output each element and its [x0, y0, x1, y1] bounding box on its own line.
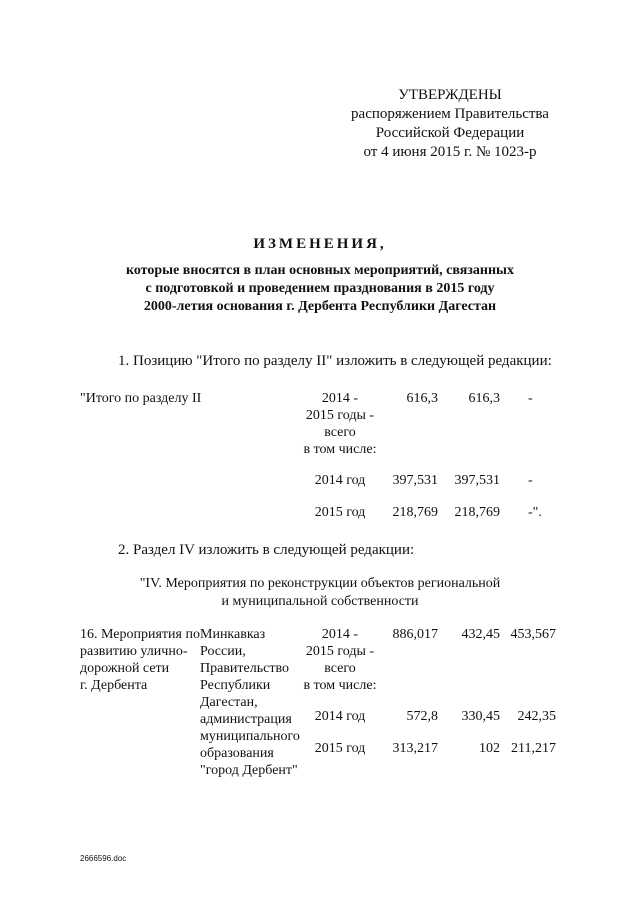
- executor-cell: Минкавказ России, Правительство Республики Дагестан, администрация муниципального образования "город Дербент": [200, 627, 300, 778]
- subtitle-line: которые вносятся в план основных мероприятий, связанных: [125, 263, 514, 278]
- value-cell: 330,45: [461, 709, 500, 724]
- value-cell: -: [528, 391, 533, 406]
- document-subtitle: [80, 262, 560, 316]
- period-cell: 2015 год: [314, 505, 366, 520]
- item-1-text: 1. Позицию "Итого по разделу II" изложить в следующей редакции:: [118, 353, 552, 369]
- approval-block: [330, 86, 570, 162]
- approval-date: от 4 июня 2015 г. № 1023-р: [363, 144, 537, 160]
- value-cell: 218,769: [392, 505, 438, 520]
- value-cell: 218,769: [454, 505, 500, 520]
- file-name-footer: 2666596.doc: [80, 854, 127, 863]
- approval-heading: УТВЕРЖДЕНЫ: [398, 87, 502, 103]
- approval-line: распоряжением Правительства: [351, 106, 549, 122]
- value-cell: 242,35: [517, 709, 556, 724]
- section-title: "IV. Мероприятия по реконструкции объектов региональной и муниципальной собственности: [139, 576, 501, 609]
- item-2-text: 2. Раздел IV изложить в следующей редакции:: [118, 542, 415, 558]
- period-cell: 2014 - 2015 годы - всего в том числе:: [303, 627, 377, 693]
- value-cell: 397,531: [454, 473, 500, 488]
- value-cell: 886,017: [392, 627, 438, 642]
- value-cell: 211,217: [511, 741, 556, 756]
- measure-cell: 16. Мероприятия по развитию улично- дорожной сети г. Дербента: [80, 627, 200, 693]
- period-cell: 2014 год: [314, 473, 366, 488]
- value-cell: 616,3: [406, 391, 438, 406]
- subtitle-line: с подготовкой и проведением празднования в 2015 году: [145, 281, 495, 296]
- value-cell: 572,8: [406, 709, 438, 724]
- document-title: ИЗМЕНЕНИЯ,: [253, 236, 387, 252]
- period-cell: 2014 год: [314, 709, 366, 724]
- subtitle-line: 2000-летия основания г. Дербента Республики Дагестан: [143, 299, 497, 314]
- value-cell: 313,217: [392, 741, 438, 756]
- item-1-label: "Итого по разделу II: [80, 391, 202, 406]
- value-cell: 432,45: [461, 627, 500, 642]
- value-cell: 102: [479, 741, 500, 756]
- approval-line: Российской Федерации: [375, 125, 525, 141]
- period-cell: 2015 год: [314, 741, 366, 756]
- period-cell: 2014 - 2015 годы - всего в том числе:: [303, 391, 377, 457]
- value-cell: 397,531: [392, 473, 438, 488]
- value-cell: 453,567: [510, 627, 556, 642]
- value-cell: 616,3: [468, 391, 500, 406]
- value-cell: -".: [528, 505, 542, 520]
- value-cell: -: [528, 473, 533, 488]
